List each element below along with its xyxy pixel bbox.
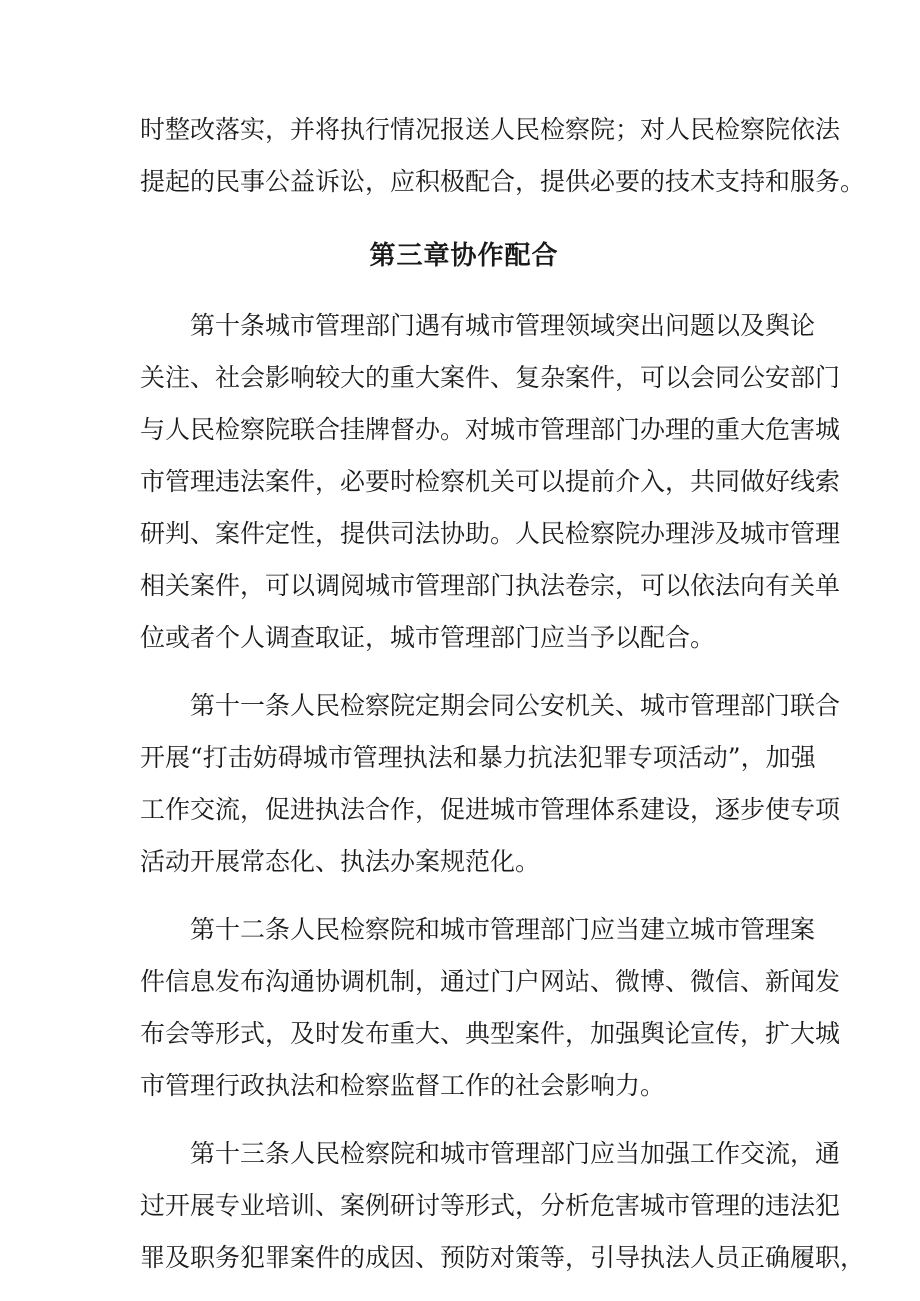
text-line: 工作交流，促进执法合作，促进城市管理体系建设，逐步使专项 [140, 795, 841, 824]
chapter-heading: 第三章协作配合 [369, 241, 559, 271]
text-line: 第十条城市管理部门遇有城市管理领域突出问题以及舆论 [190, 311, 816, 340]
text-line: 开展“打击妨碍城市管理执法和暴力抗法犯罪专项活动”，加强 [140, 743, 816, 772]
article-10 [140, 300, 841, 664]
text-line: 位或者个人调查取证，城市管理部门应当予以配合。 [140, 623, 716, 652]
text-line: 活动开展常态化、执法办案规范化。 [140, 847, 541, 876]
text-line: 罪及职务犯罪案件的成因、预防对策等，引导执法人员正确履职， [140, 1243, 866, 1272]
text-line: 过开展专业培训、案例研讨等形式，分析危害城市管理的违法犯 [140, 1191, 841, 1220]
document-page [140, 104, 866, 1300]
text-line: 市管理违法案件，必要时检察机关可以提前介入，共同做好线索 [140, 467, 841, 496]
text-line: 布会等形式，及时发布重大、典型案件，加强舆论宣传，扩大城 [140, 1019, 841, 1048]
article-11 [140, 680, 841, 888]
text-line: 市管理行政执法和检察监督工作的社会影响力。 [140, 1071, 666, 1100]
text-line: 研判、案件定性，提供司法协助。人民检察院办理涉及城市管理 [140, 519, 841, 548]
article-12 [140, 904, 841, 1112]
text-line: 第十二条人民检察院和城市管理部门应当建立城市管理案 [190, 915, 816, 944]
text-line: 第十一条人民检察院定期会同公安机关、城市管理部门联合 [190, 691, 841, 720]
text-line: 相关案件，可以调阅城市管理部门执法卷宗，可以依法向有关单 [140, 571, 841, 600]
intro-paragraph [140, 104, 866, 208]
text-line: 提起的民事公益诉讼，应积极配合，提供必要的技术支持和服务。 [140, 167, 866, 196]
text-line: 与人民检察院联合挂牌督办。对城市管理部门办理的重大危害城 [140, 415, 841, 444]
text-line: 关注、社会影响较大的重大案件、复杂案件，可以会同公安部门 [140, 363, 841, 392]
article-13 [140, 1128, 866, 1284]
text-line: 第十三条人民检察院和城市管理部门应当加强工作交流，通 [190, 1139, 841, 1168]
text-line: 时整改落实，并将执行情况报送人民检察院；对人民检察院依法 [140, 115, 841, 144]
text-line: 件信息发布沟通协调机制，通过门户网站、微博、微信、新闻发 [140, 967, 841, 996]
